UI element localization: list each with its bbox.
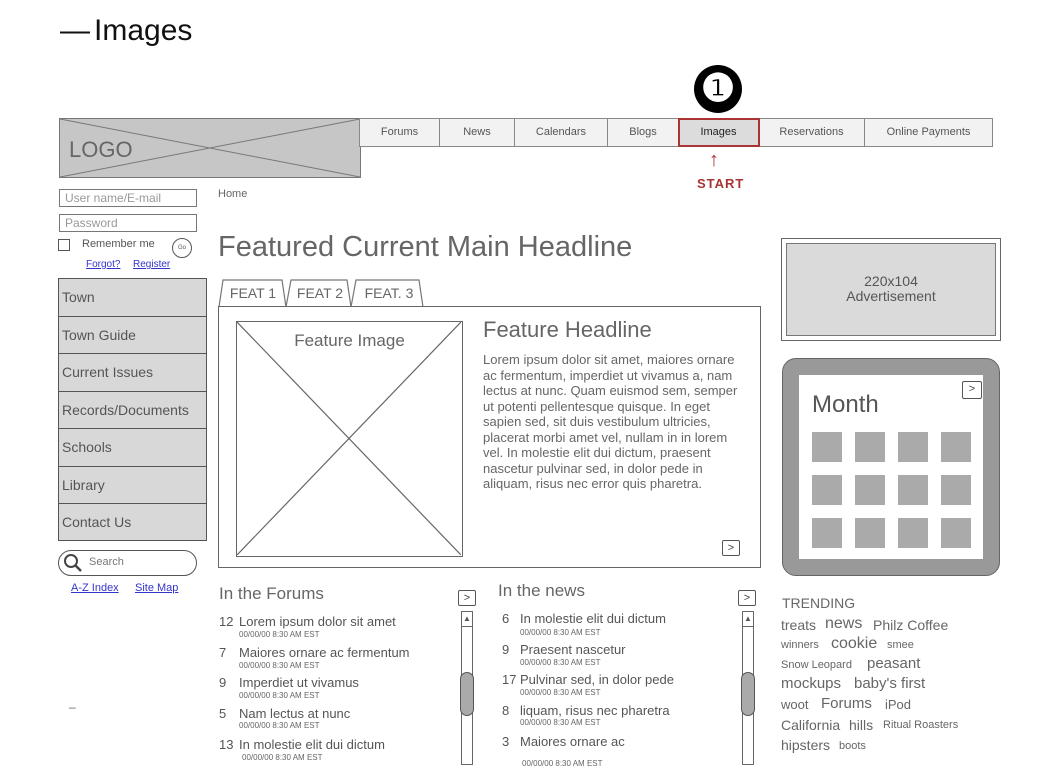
news-item-timestamp: 00/00/00 8:30 AM EST: [522, 759, 603, 768]
arrow-up-icon: ↑: [709, 149, 719, 171]
nav-calendars[interactable]: Calendars: [515, 119, 608, 146]
trending-tag[interactable]: Forums: [821, 695, 872, 712]
nav-forums[interactable]: Forums: [360, 119, 440, 146]
nav-online-payments[interactable]: Online Payments: [886, 126, 971, 138]
news-scroll-thumb[interactable]: [741, 672, 755, 716]
sidebar-item-town[interactable]: Town: [58, 278, 207, 316]
forums-scroll-thumb[interactable]: [460, 672, 474, 716]
forums-title: In the Forums: [219, 584, 324, 603]
feature-image-label: Feature Image: [237, 331, 462, 351]
news-title: In the news: [498, 581, 585, 600]
logo: [59, 118, 361, 178]
trending-label: TRENDING: [782, 595, 856, 611]
trending-tag[interactable]: treats: [781, 617, 817, 633]
news-scrollbar[interactable]: [742, 611, 754, 765]
trending-tag[interactable]: woot: [781, 697, 809, 712]
sidebar-item-town-guide[interactable]: Town Guide: [58, 316, 207, 354]
calendar-day[interactable]: [812, 432, 842, 462]
news-item[interactable]: 8 liquam, risus nec pharetra: [502, 703, 670, 718]
nav-images[interactable]: Images: [679, 119, 759, 146]
nav-news[interactable]: News: [440, 119, 515, 146]
forum-item[interactable]: 9 Imperdiet ut vivamus: [219, 675, 359, 690]
feature-headline[interactable]: Feature Headline: [483, 317, 652, 342]
register-link[interactable]: Register: [133, 259, 171, 270]
trending-tag[interactable]: smee: [887, 639, 914, 651]
news-item-timestamp: 00/00/00 8:30 AM EST: [520, 718, 601, 727]
nav-reservations[interactable]: Reservations: [759, 119, 865, 146]
news-item[interactable]: 6 In molestie elit dui dictum: [502, 611, 666, 626]
news-item[interactable]: 17 Pulvinar sed, in dolor pede: [502, 672, 674, 687]
main-headline: Featured Current Main Headline: [218, 231, 633, 263]
calendar-grid: [812, 432, 971, 548]
search-input[interactable]: [58, 550, 197, 576]
trending-tag[interactable]: Snow Leopard: [781, 659, 852, 671]
calendar-widget: [782, 358, 1000, 576]
calendar-day[interactable]: [898, 432, 928, 462]
forum-item-timestamp: 00/00/00 8:30 AM EST: [239, 661, 320, 670]
top-nav: [359, 118, 993, 147]
sidebar-item-library[interactable]: Library: [58, 466, 207, 504]
start-label: START: [697, 176, 745, 191]
forums-next-button[interactable]: >: [458, 590, 476, 606]
news-next-button[interactable]: >: [738, 590, 756, 606]
calendar-day[interactable]: [941, 475, 971, 505]
news-item-timestamp: 00/00/00 8:30 AM EST: [520, 628, 601, 637]
footer-dash: –: [69, 700, 76, 714]
trending-tag[interactable]: peasant: [867, 655, 921, 672]
remember-label: Remember me: [82, 238, 155, 250]
sidebar-item-schools[interactable]: Schools: [58, 428, 207, 466]
site-map-link[interactable]: Site Map: [135, 582, 179, 594]
scroll-up-icon[interactable]: ▲: [743, 612, 753, 627]
trending-tag[interactable]: hipsters: [781, 737, 831, 753]
ad-label: Advertisement: [846, 288, 936, 304]
trending-tag[interactable]: mockups: [781, 675, 842, 692]
calendar-day[interactable]: [812, 518, 842, 548]
calendar-day[interactable]: [898, 475, 928, 505]
tab-feat-1[interactable]: FEAT 1: [229, 285, 277, 301]
feature-body: Lorem ipsum dolor sit amet, maiores ornare ac fermentum, imperdiet ut vivamus a, nam lectus at nunc. Quam euismod sem, semper ut potenti pellentesque quisque. In eget sapien sed, sit duis vestibulum ultricies, placerat morbi amet vel, nullam in in lorem vel. In molestie elit dui dictum, praesent nascetur pulvinar sed, in dolor pede in aliquam, risus nec error quis pharetra.: [483, 352, 738, 491]
page-title-text: Images: [94, 14, 193, 47]
sidebar: [58, 278, 207, 541]
trending-tag[interactable]: California: [781, 717, 841, 733]
calendar-month: Month: [812, 391, 879, 418]
forum-item-timestamp: 00/00/00 8:30 AM EST: [239, 691, 320, 700]
step-marker: ❶: [694, 65, 742, 113]
calendar-day[interactable]: [941, 518, 971, 548]
scroll-up-icon[interactable]: ▲: [462, 612, 472, 627]
trending-tag[interactable]: boots: [839, 740, 866, 752]
username-field[interactable]: User name/E-mail: [59, 189, 197, 207]
forum-item-timestamp: 00/00/00 8:30 AM EST: [239, 630, 320, 639]
trending-tag[interactable]: winners: [781, 639, 819, 651]
az-index-link[interactable]: A-Z Index: [71, 582, 119, 594]
forum-item-timestamp: 00/00/00 8:30 AM EST: [242, 753, 323, 762]
trending-tag[interactable]: Philz Coffee: [873, 617, 949, 633]
password-field[interactable]: Password: [59, 214, 197, 232]
forum-item-timestamp: 00/00/00 8:30 AM EST: [239, 721, 320, 730]
trending-tag[interactable]: news: [825, 615, 863, 632]
forum-item[interactable]: 12 Lorem ipsum dolor sit amet: [219, 614, 396, 629]
image-placeholder-x: [237, 322, 461, 555]
trending-tag[interactable]: cookie: [831, 635, 878, 652]
sidebar-item-records-documents[interactable]: Records/Documents: [58, 391, 207, 429]
news-item[interactable]: 9 Praesent nascetur: [502, 642, 626, 657]
sidebar-item-contact-us[interactable]: Contact Us: [58, 503, 207, 541]
tab-feat-2[interactable]: FEAT 2: [296, 285, 344, 301]
forum-item[interactable]: 7 Maiores ornare ac fermentum: [219, 645, 410, 660]
feature-image[interactable]: [236, 321, 463, 557]
ad-size: 220x104: [864, 273, 918, 289]
logo-text: LOGO: [69, 137, 133, 162]
calendar-day[interactable]: [812, 475, 842, 505]
page-title: — Images: [60, 14, 193, 47]
remember-checkbox[interactable]: [58, 239, 70, 251]
forum-item[interactable]: 13 In molestie elit dui dictum: [219, 737, 385, 752]
forums-scrollbar[interactable]: [461, 611, 473, 765]
tab-feat-3[interactable]: FEAT. 3: [364, 285, 414, 301]
nav-blogs[interactable]: Blogs: [608, 119, 679, 146]
advertisement[interactable]: [781, 238, 1001, 341]
news-item-timestamp: 00/00/00 8:30 AM EST: [520, 688, 601, 697]
go-button[interactable]: Go: [172, 238, 192, 258]
breadcrumb[interactable]: Home: [218, 188, 248, 200]
feature-next-button[interactable]: >: [722, 540, 740, 556]
forgot-link[interactable]: Forgot?: [86, 259, 121, 270]
calendar-next-button[interactable]: >: [962, 381, 982, 399]
search-placeholder: Search: [89, 556, 124, 568]
forum-item[interactable]: 5 Nam lectus at nunc: [219, 706, 351, 721]
calendar-day[interactable]: [855, 475, 885, 505]
news-item-timestamp: 00/00/00 8:30 AM EST: [520, 658, 601, 667]
sidebar-item-current-issues[interactable]: Current Issues: [58, 353, 207, 391]
trending-tag[interactable]: Ritual Roasters: [883, 719, 959, 731]
calendar-day[interactable]: [855, 518, 885, 548]
news-item[interactable]: 3 Maiores ornare ac: [502, 734, 625, 749]
search-icon: [62, 552, 84, 574]
calendar-day[interactable]: [855, 432, 885, 462]
trending-tag[interactable]: baby's first: [854, 675, 926, 692]
calendar-day[interactable]: [941, 432, 971, 462]
calendar-day[interactable]: [898, 518, 928, 548]
trending-tag[interactable]: hills: [849, 717, 874, 733]
trending-tag[interactable]: iPod: [885, 697, 912, 712]
